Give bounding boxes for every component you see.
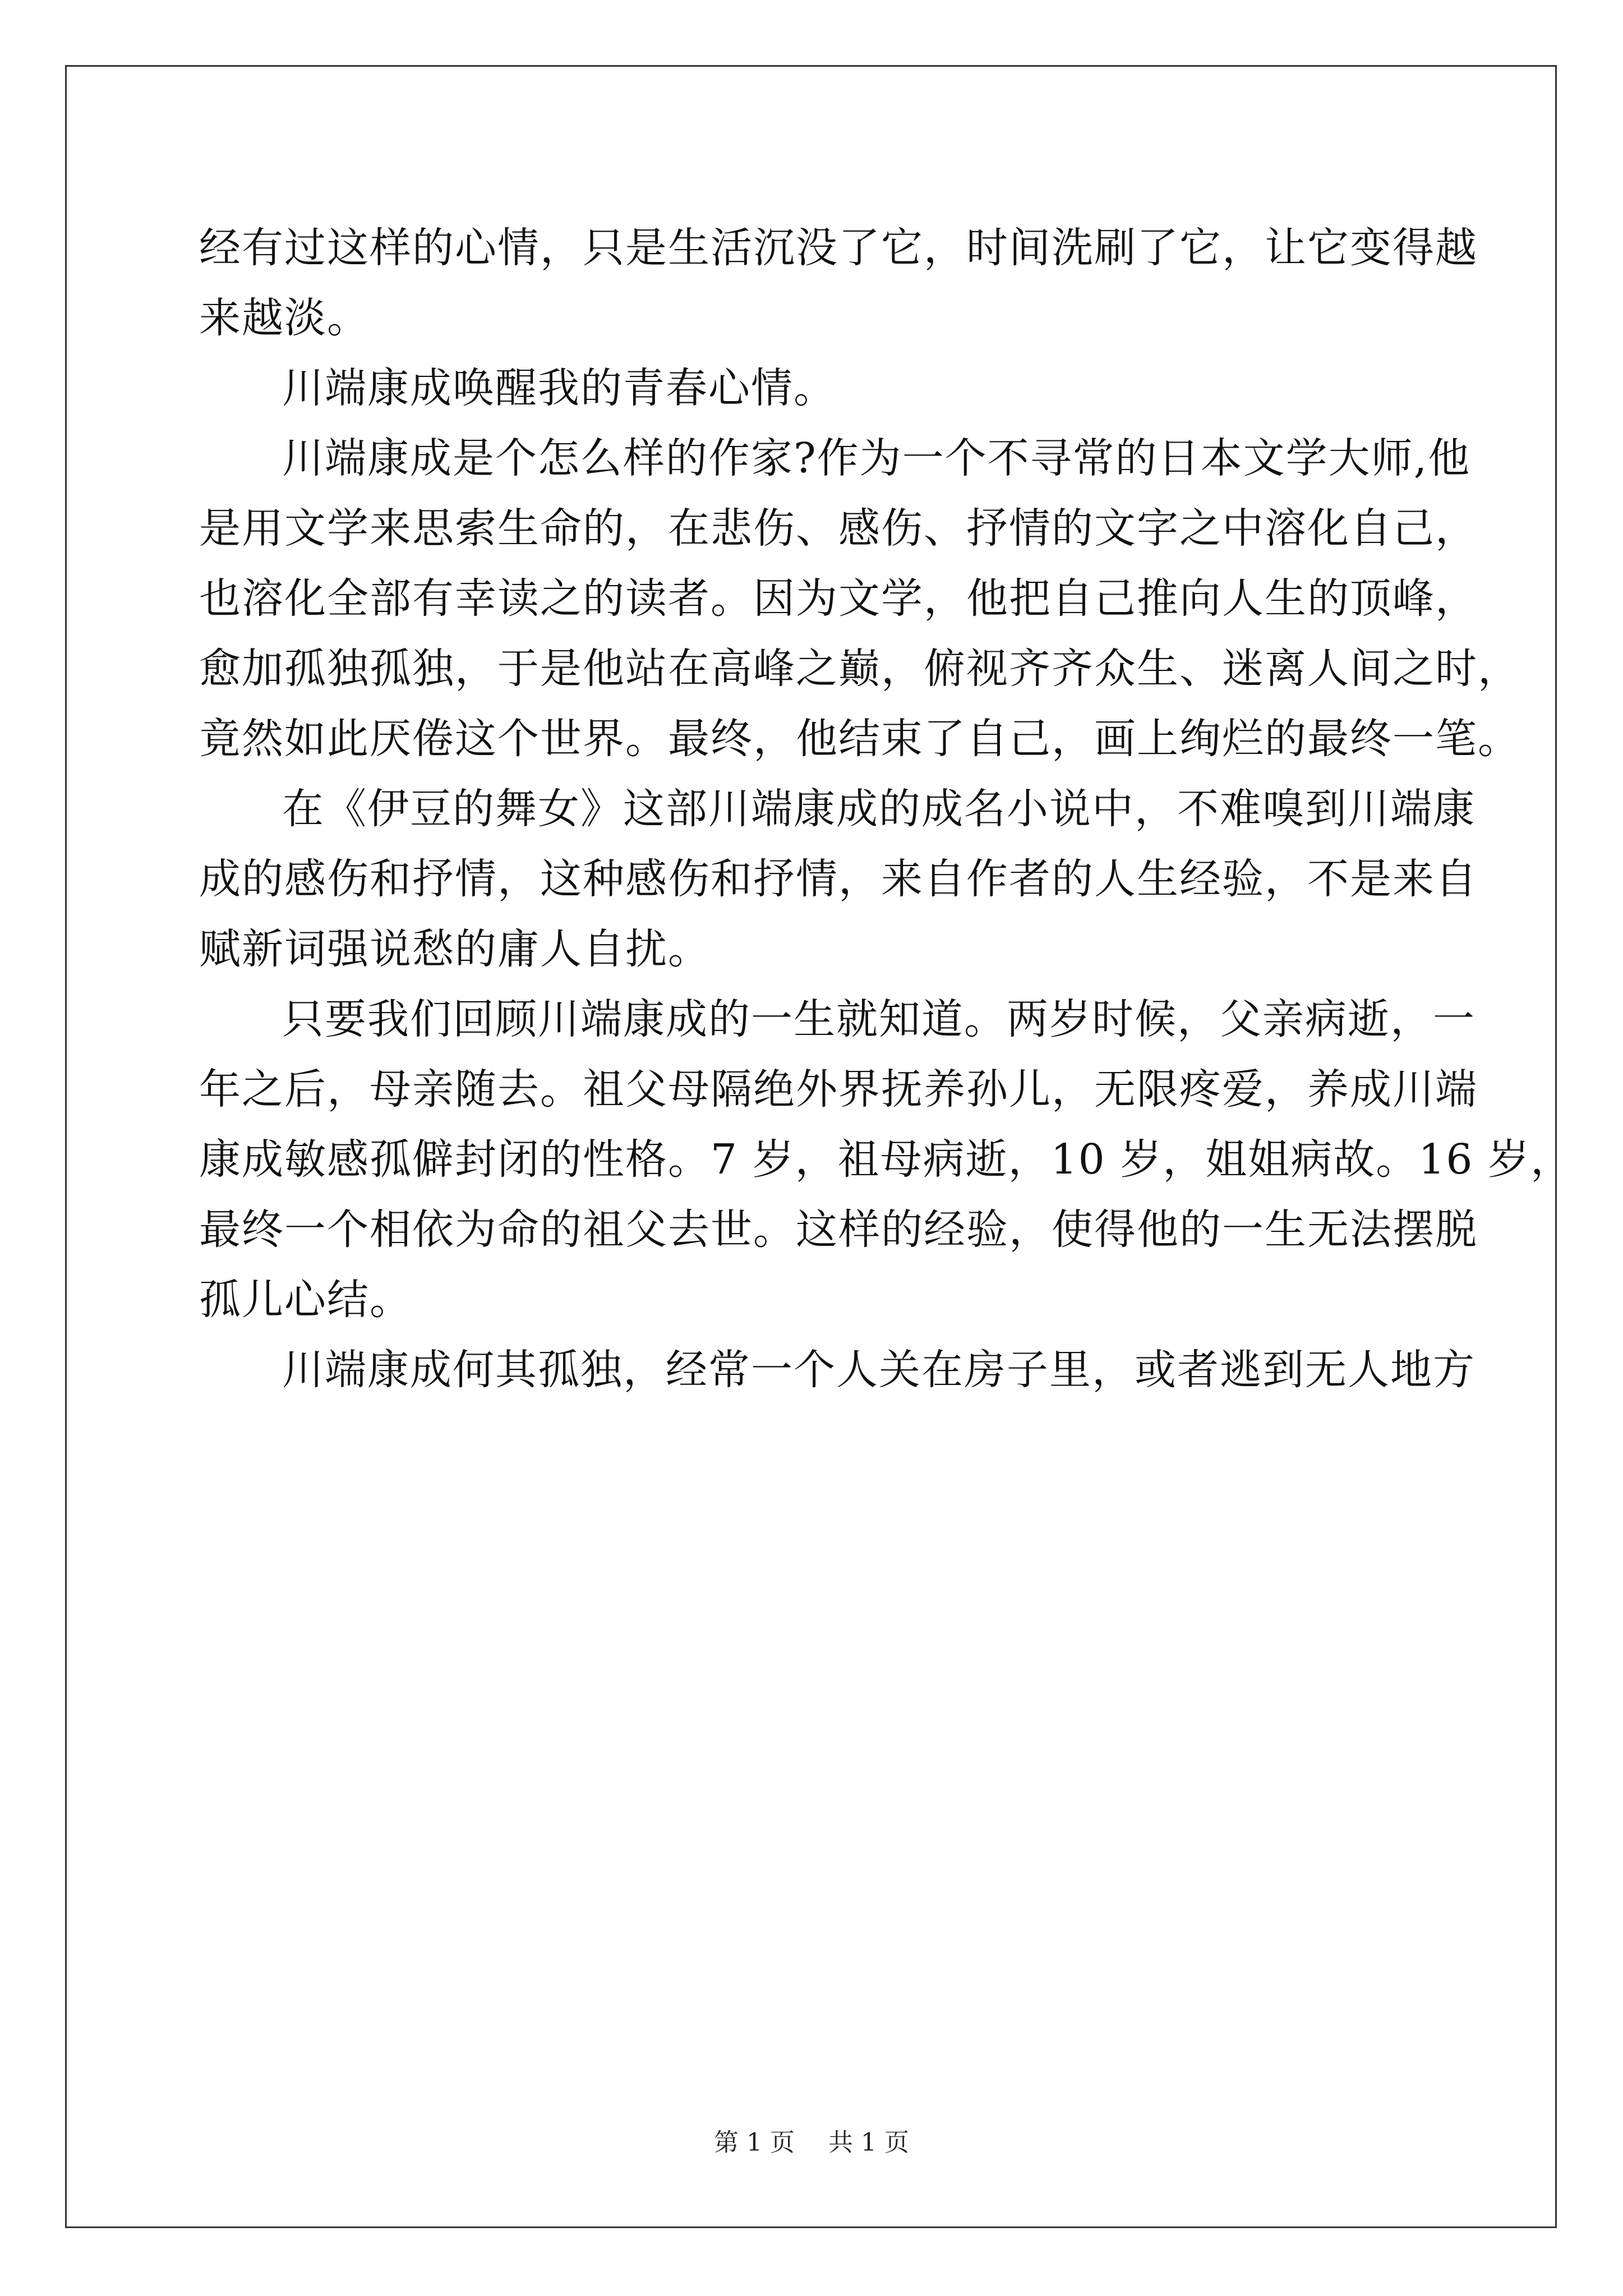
text-line: 愈加孤独孤独，于是他站在高峰之巅，俯视齐齐众生、迷离人间之时，: [199, 645, 1520, 693]
text-line: 是用文学来思索生命的，在悲伤、感伤、抒情的文字之中溶化自己，: [199, 504, 1478, 553]
paragraph-start-line: 只要我们回顾川端康成的一生就知道。两岁时候，父亲病逝，一: [282, 995, 1476, 1043]
text-line: 康成敏感孤僻封闭的性格。7 岁，祖母病逝，10 岁，姐姐病故。16 岁，: [199, 1135, 1573, 1184]
paragraph-start-line: 川端康成是个怎么样的作家?作为一个不寻常的日本文学大师,他: [282, 434, 1471, 482]
document-body: [199, 213, 1573, 1405]
text-line: 也溶化全部有幸读之的读者。因为文学，他把自己推向人生的顶峰，: [199, 574, 1478, 623]
text-line: 经有过这样的心情，只是生活沉没了它，时间洗刷了它，让它变得越: [199, 224, 1478, 272]
page-footer: [0, 2126, 1623, 2160]
text-line: 竟然如此厌倦这个世界。最终，他结束了自己，画上绚烂的最终一笔。: [199, 715, 1520, 763]
text-line: 孤儿心结。: [199, 1276, 412, 1324]
text-line: 来越淡。: [199, 294, 370, 342]
paragraph-start-line: 川端康成唤醒我的青春心情。: [282, 364, 836, 412]
page-number: 第 1 页: [714, 2128, 795, 2157]
paragraph-start-line: 在《伊豆的舞女》这部川端康成的成名小说中，不难嗅到川端康: [282, 785, 1476, 833]
text-line: 成的感伤和抒情，这种感伤和抒情，来自作者的人生经验，不是来自: [199, 855, 1478, 903]
text-line: 年之后，母亲随去。祖父母隔绝外界抚养孙儿，无限疼爱，养成川端: [199, 1065, 1478, 1114]
text-line: 最终一个相依为命的祖父去世。这样的经验，使得他的一生无法摆脱: [199, 1205, 1478, 1254]
page-total: 共 1 页: [828, 2128, 909, 2157]
text-line: 赋新词强说愁的庸人自扰。: [199, 925, 711, 973]
paragraph-start-line: 川端康成何其孤独，经常一个人关在房子里，或者逃到无人地方: [282, 1346, 1476, 1394]
